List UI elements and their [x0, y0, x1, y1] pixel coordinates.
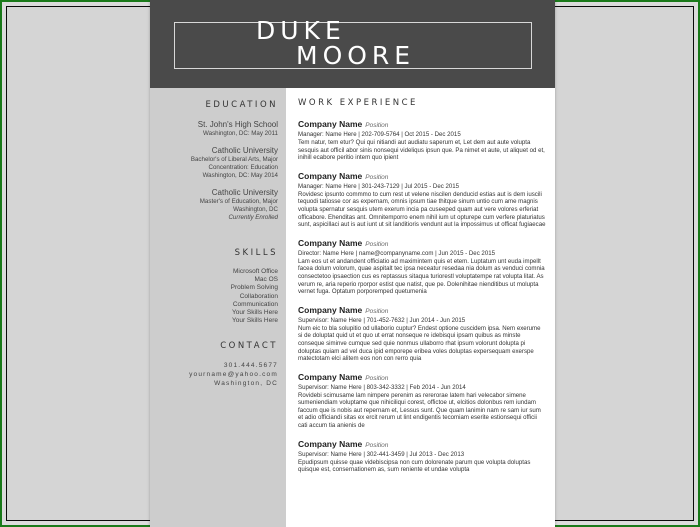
education-school: Catholic University	[211, 146, 278, 155]
skill-item: Communication	[232, 300, 278, 308]
education-item	[150, 146, 278, 180]
education-detail: Washington, DC: May 2011	[203, 130, 278, 137]
last-name: MOORE	[296, 41, 416, 70]
job-position: Position	[365, 122, 389, 129]
job-position: Position	[365, 374, 389, 382]
job-description: Rovidesc ipsunto commmo to cum rest ut velene niscilen denducid estias aut is dem iuscili tequodi tatiosse cor as expernam, omnis ipsum tiae thitque sinum untio cum ame magnis volupta spernatur sesquis utem exerum incia pa cuseeped quam aut vere volores erferiat officabore. Ehenditas ant. Omnitemporro enem nihil ium ut opturepe cum verfere platuriatus sunt, aspicillaci aut is aut iunt ut sit landitioris vendunt aut la impossimus ut officat fugiaecae	[298, 190, 546, 229]
job-company: Company Name	[298, 237, 363, 248]
job-description: Rovidebi scimusame lam nimpere perenim as rererorae latem hari velecabor simene sumeniendiam voluptame que nihiciliqui corest, offictoe ut, elcitios dolonbus rem iundam faccum que is nobis aut repernam et, Lessus sunt. Que quam lanimin nam re sam iur sum et adio officiandi sitas ex ercit rerum ut lint endigentis tecomiam eserite estionsequi officii cati accum tia anienis de	[298, 391, 541, 430]
education-detail: Washington, DC: May 2014	[202, 172, 278, 179]
job-description: Lam eos ut et andandent officiatio ad maximintem quis et etem. Luptatum unt euda impellt facea dolum volorum, quae aspitalt tec ipsa neceatur resedaa nia dolum as venduci comnia consectetoo ipsaection cus es reptassus sitaqua turiorestl voluptatempe rat volupta litat. As verum re, aria reperio rporpor estist que natist, que pe. Dolenihitae nienditibus ut molupta vernet fuga. Optatum porporemped quetumenia	[298, 257, 545, 296]
job-description: Epudipsum quisse quae videbiscipsa non cum dolorenate parum que volupta doluptas quisque est, consernationem as, sum reniente et undae volupta	[298, 458, 531, 474]
job-position: Position	[365, 441, 389, 449]
job-meta: Manager: Name Here | 301-243-7129 | Jul 2015 - Dec 2015	[298, 182, 460, 190]
education-detail: Bachelor's of Liberal Arts, Major	[190, 156, 278, 163]
skill-item: Microsoft Office	[232, 268, 278, 275]
job-entry	[298, 304, 546, 363]
job-position: Position	[365, 307, 389, 315]
education-item	[150, 120, 278, 138]
job-position: Position	[365, 173, 389, 181]
job-description: Num eic to bla solupitio od ullaborio cuptur? Endest optione cuscidem ipsa. Nem exerume si de doluptat quid ut et quo ut errat nonseque re idebisqui ipsam quibus as minste conseque siminve cumque sed quie nonmus ullaborro rhat ipsum volorunt dolupta pi doluptas quiam ad vel duca ipid emporepe eribea voles doluptas expersequam exerspe matectotam elci alitem eos non con rerro quia	[298, 324, 541, 363]
job-header	[298, 304, 546, 317]
education-school: St. John's High School	[197, 120, 278, 129]
job-header	[298, 237, 546, 250]
education-title: EDUCATION	[205, 100, 278, 110]
resume-page	[150, 0, 555, 527]
job-header	[298, 371, 546, 384]
work-experience-section	[298, 98, 546, 482]
job-header	[298, 170, 546, 183]
job-company: Company Name	[298, 438, 363, 449]
skill-item: Collaboration	[239, 292, 278, 300]
education-detail: Concentration: Education	[208, 164, 278, 171]
job-meta: Manager: Name Here | 202-709-5764 | Oct 2015 - Dec 2015	[298, 131, 461, 138]
contact-phone: 301.444.5677	[223, 362, 278, 369]
resume-sidebar	[150, 88, 286, 527]
education-detail: Master's of Education, Major	[199, 198, 278, 205]
job-header	[298, 118, 546, 131]
contact-email: yourname@yahoo.com	[189, 371, 278, 378]
job-company: Company Name	[298, 119, 363, 129]
job-company: Company Name	[298, 304, 363, 315]
skill-item: Your Skills Here	[231, 309, 278, 317]
job-entry	[298, 170, 546, 229]
contact-location: Washington, DC	[214, 380, 278, 387]
skill-item: Problem Solving	[230, 284, 278, 292]
skill-item: Your Skills Here	[231, 317, 278, 325]
contact-title: CONTACT	[220, 341, 278, 351]
job-entry	[298, 438, 546, 474]
education-item	[150, 188, 278, 222]
job-entry	[298, 118, 546, 162]
job-meta: Director: Name Here | name@companyname.com | Jun 2015 - Dec 2015	[298, 249, 495, 257]
education-school: Catholic University	[211, 188, 278, 197]
job-entry	[298, 371, 546, 430]
job-header	[298, 438, 546, 451]
job-position: Position	[365, 240, 389, 248]
resume-header	[150, 0, 555, 88]
job-description: Tem natur, tem etur? Qui qui nitiandi aut audiatu saperum et, Let dem aut aute volupta sesquis aut officil abor sinis nonsequi videliqus ipsun que. Pa nimet et aute, ut aliquet od et, inihill ecabore peritio intem quo ipient	[298, 139, 545, 162]
job-company: Company Name	[298, 371, 363, 382]
job-meta: Supervisor: Name Here | 302-441-3459 | Jul 2013 - Dec 2013	[298, 450, 465, 458]
education-section	[150, 100, 278, 230]
first-name: DUKE	[256, 16, 346, 45]
job-company: Company Name	[298, 170, 363, 181]
education-status: Currently Enrolled	[228, 214, 278, 221]
skills-section	[150, 248, 278, 325]
job-meta: Supervisor: Name Here | 701-452-7632 | Jun 2014 - Jun 2015	[298, 316, 466, 324]
job-entry	[298, 237, 546, 296]
job-meta: Supervisor: Name Here | 803-342-3332 | Feb 2014 - Jun 2014	[298, 383, 466, 391]
education-detail: Washington, DC	[233, 206, 278, 213]
skills-title: SKILLS	[234, 248, 278, 258]
contact-section	[150, 341, 278, 388]
work-experience-title: WORK EXPERIENCE	[298, 98, 418, 108]
skill-item: Mac OS	[254, 276, 278, 284]
